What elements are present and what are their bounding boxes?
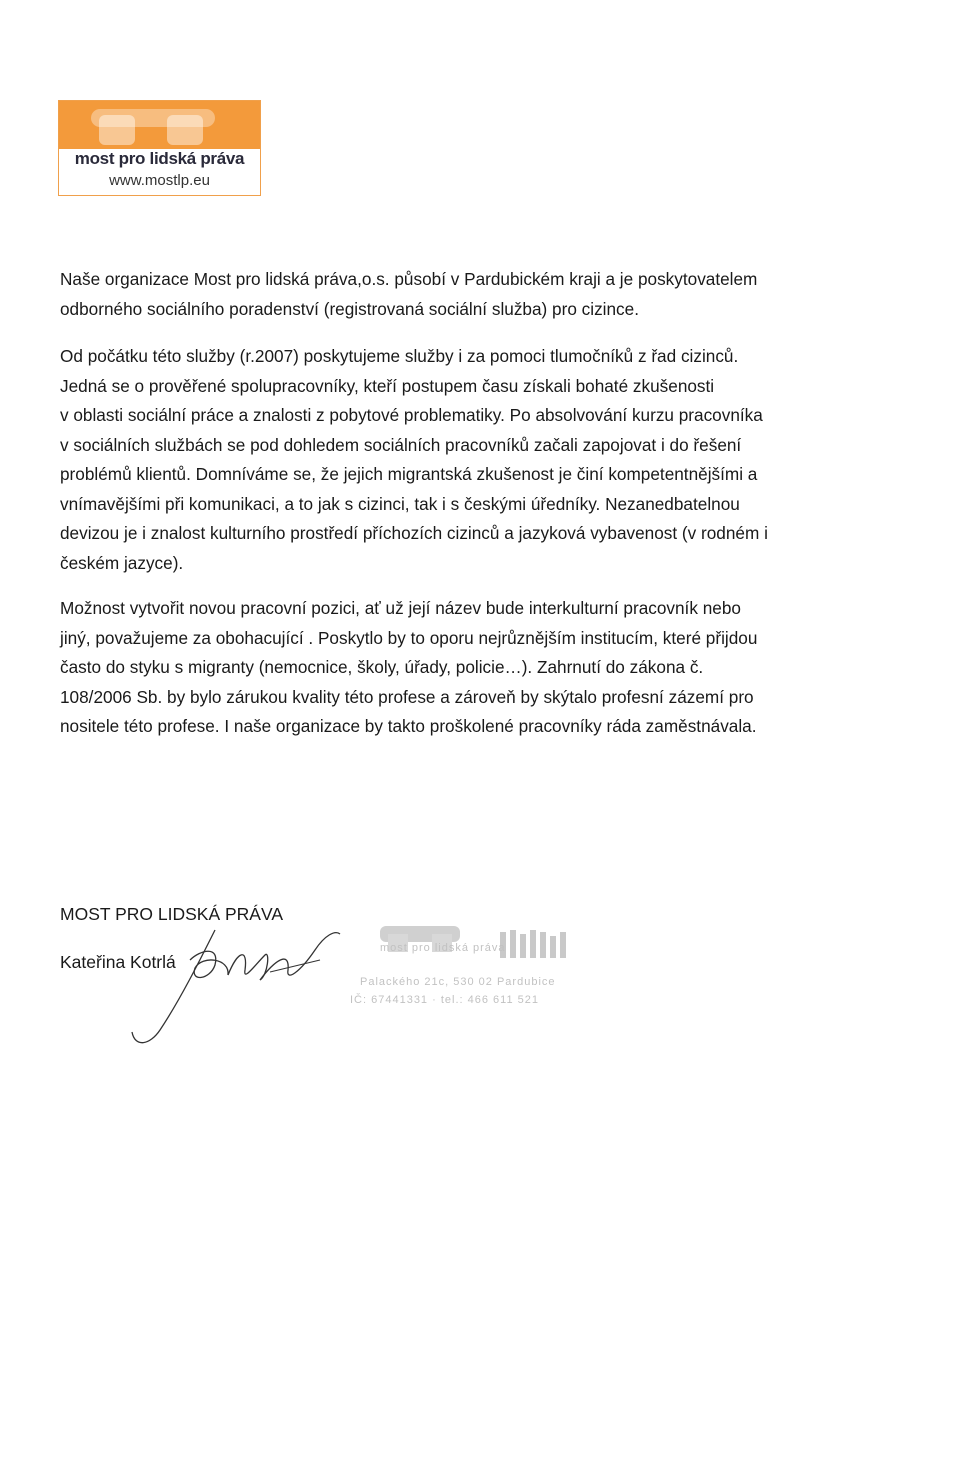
signature-organization: MOST PRO LIDSKÁ PRÁVA bbox=[60, 904, 284, 924]
paragraph-2: Od počátku této služby (r.2007) poskytujeme služby i za pomoci tlumočníků z řad cizinců. Jedná se o prověřené spolupracovníky, kteří postupem času získali bohaté zkušenosti v oblasti sociální práce a znalosti z pobytové problematiky. Po absolvování kurzu pracovníka v sociálních službách se pod dohledem sociálních pracovníků začali zapojovat i do řešení problémů klientů. Domníváme se, že jejich migrantská zkušenost je činí kompetentnějšími a vnímavějšími při komunikaci, a to jak s cizinci, tak i s českými úředníky. Nezanedbatelnou devizou je i znalost kulturního prostředí příchozích cizinců a jazyková vybavenost (v rodném i českém jazyce). bbox=[60, 346, 768, 573]
bridge-logo-icon bbox=[59, 101, 261, 149]
logo-orange-band bbox=[59, 101, 260, 149]
stamp-line-2: Palackého 21c, 530 02 Pardubice bbox=[360, 976, 556, 988]
organization-stamp bbox=[340, 920, 580, 1020]
organization-logo bbox=[58, 100, 261, 196]
stamp-line-3: IČ: 67441331 · tel.: 466 611 521 bbox=[350, 994, 539, 1006]
paragraph-1: Naše organizace Most pro lidská práva,o.s. působí v Pardubickém kraji a je poskytovatelem odborného sociálního poradenství (registrovaná sociální služba) pro cizince. bbox=[60, 269, 758, 319]
handwritten-signature bbox=[120, 920, 350, 1050]
paragraph-3: Možnost vytvořit novou pracovní pozici, ať už její název bude interkulturní pracovník nebo jiný, považujeme za obohacující . Poskytlo by to oporu nejrůznějším institucím, které přijdou často do styku s migranty (nemocnice, školy, úřady, policie…). Zahrnutí do zákona č. 108/2006 Sb. by bylo zárukou kvality této profese a zároveň by skýtalo profesní zázemí pro nositele této profese. I naše organizace by takto proškolené pracovníky ráda zaměstnávala. bbox=[60, 598, 758, 736]
logo-title: most pro lidská práva bbox=[74, 149, 245, 168]
logo-url: www.mostlp.eu bbox=[109, 172, 210, 189]
signatory-name: Kateřina Kotrlá bbox=[60, 952, 176, 972]
stamp-line-1: most pro lidská práva bbox=[380, 942, 506, 954]
